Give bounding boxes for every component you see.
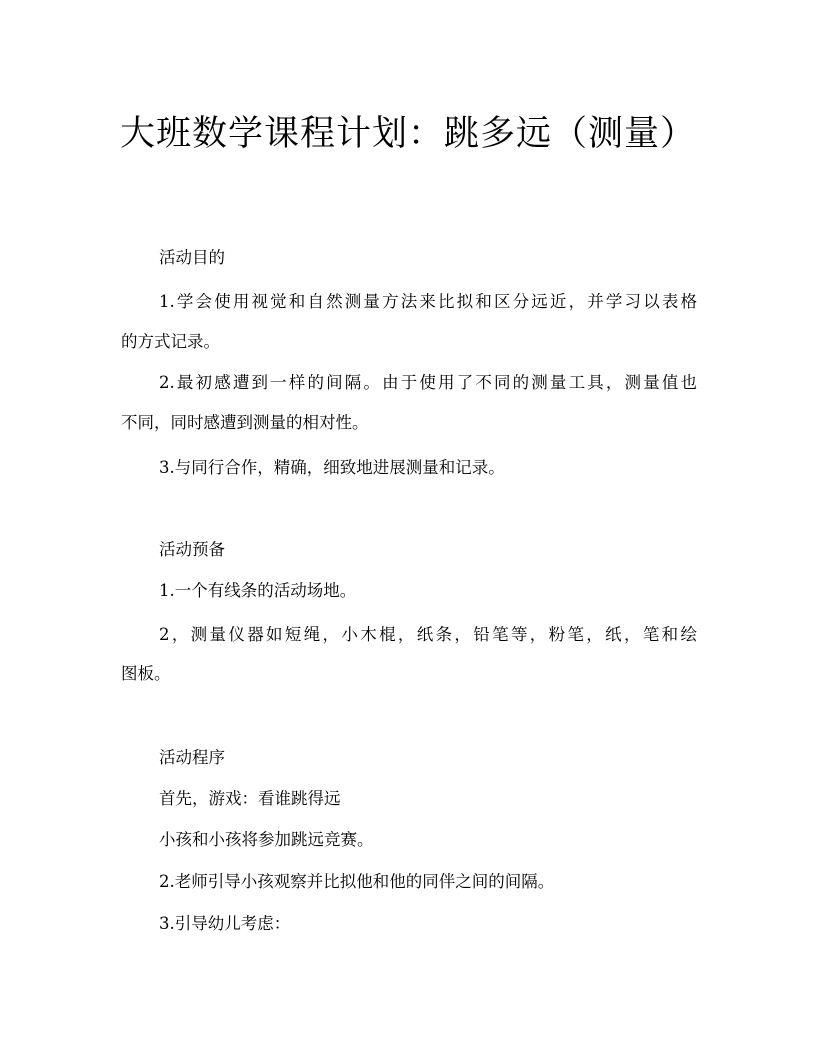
goal-item-1-line-1: 1.学会使用视觉和自然测量方法来比拟和区分远近，并学习以表格 (159, 292, 697, 311)
preparation-item-1: 1.一个有线条的活动场地。 (159, 581, 357, 600)
procedure-item-4: 3.引导幼儿考虑： (159, 914, 291, 933)
section-heading-goals: 活动目的 (159, 248, 225, 267)
preparation-item-2-line-1: 2，测量仪器如短绳，小木棍，纸条，铅笔等，粉笔，纸，笔和绘 (159, 625, 697, 644)
procedure-item-2: 小孩和小孩将参加跳远竞赛。 (159, 830, 374, 849)
section-heading-preparation: 活动预备 (159, 540, 225, 559)
goal-item-1-line-2: 的方式记录。 (121, 332, 220, 351)
goal-item-3: 3.与同行合作，精确，细致地进展测量和记录。 (159, 458, 505, 477)
preparation-item-2-line-2: 图板。 (121, 664, 171, 683)
procedure-item-3: 2.老师引导小孩观察并比拟他和他的同伴之间的间隔。 (159, 872, 555, 891)
section-heading-procedure: 活动程序 (159, 748, 225, 767)
procedure-item-1: 首先，游戏：看谁跳得远 (159, 789, 341, 808)
goal-item-2-line-2: 不同，同时感遭到测量的相对性。 (121, 413, 369, 432)
goal-item-2-line-1: 2.最初感遭到一样的间隔。由于使用了不同的测量工具，测量值也 (159, 373, 697, 392)
document-title: 大班数学课程计划：跳多远（测量） (119, 114, 696, 154)
